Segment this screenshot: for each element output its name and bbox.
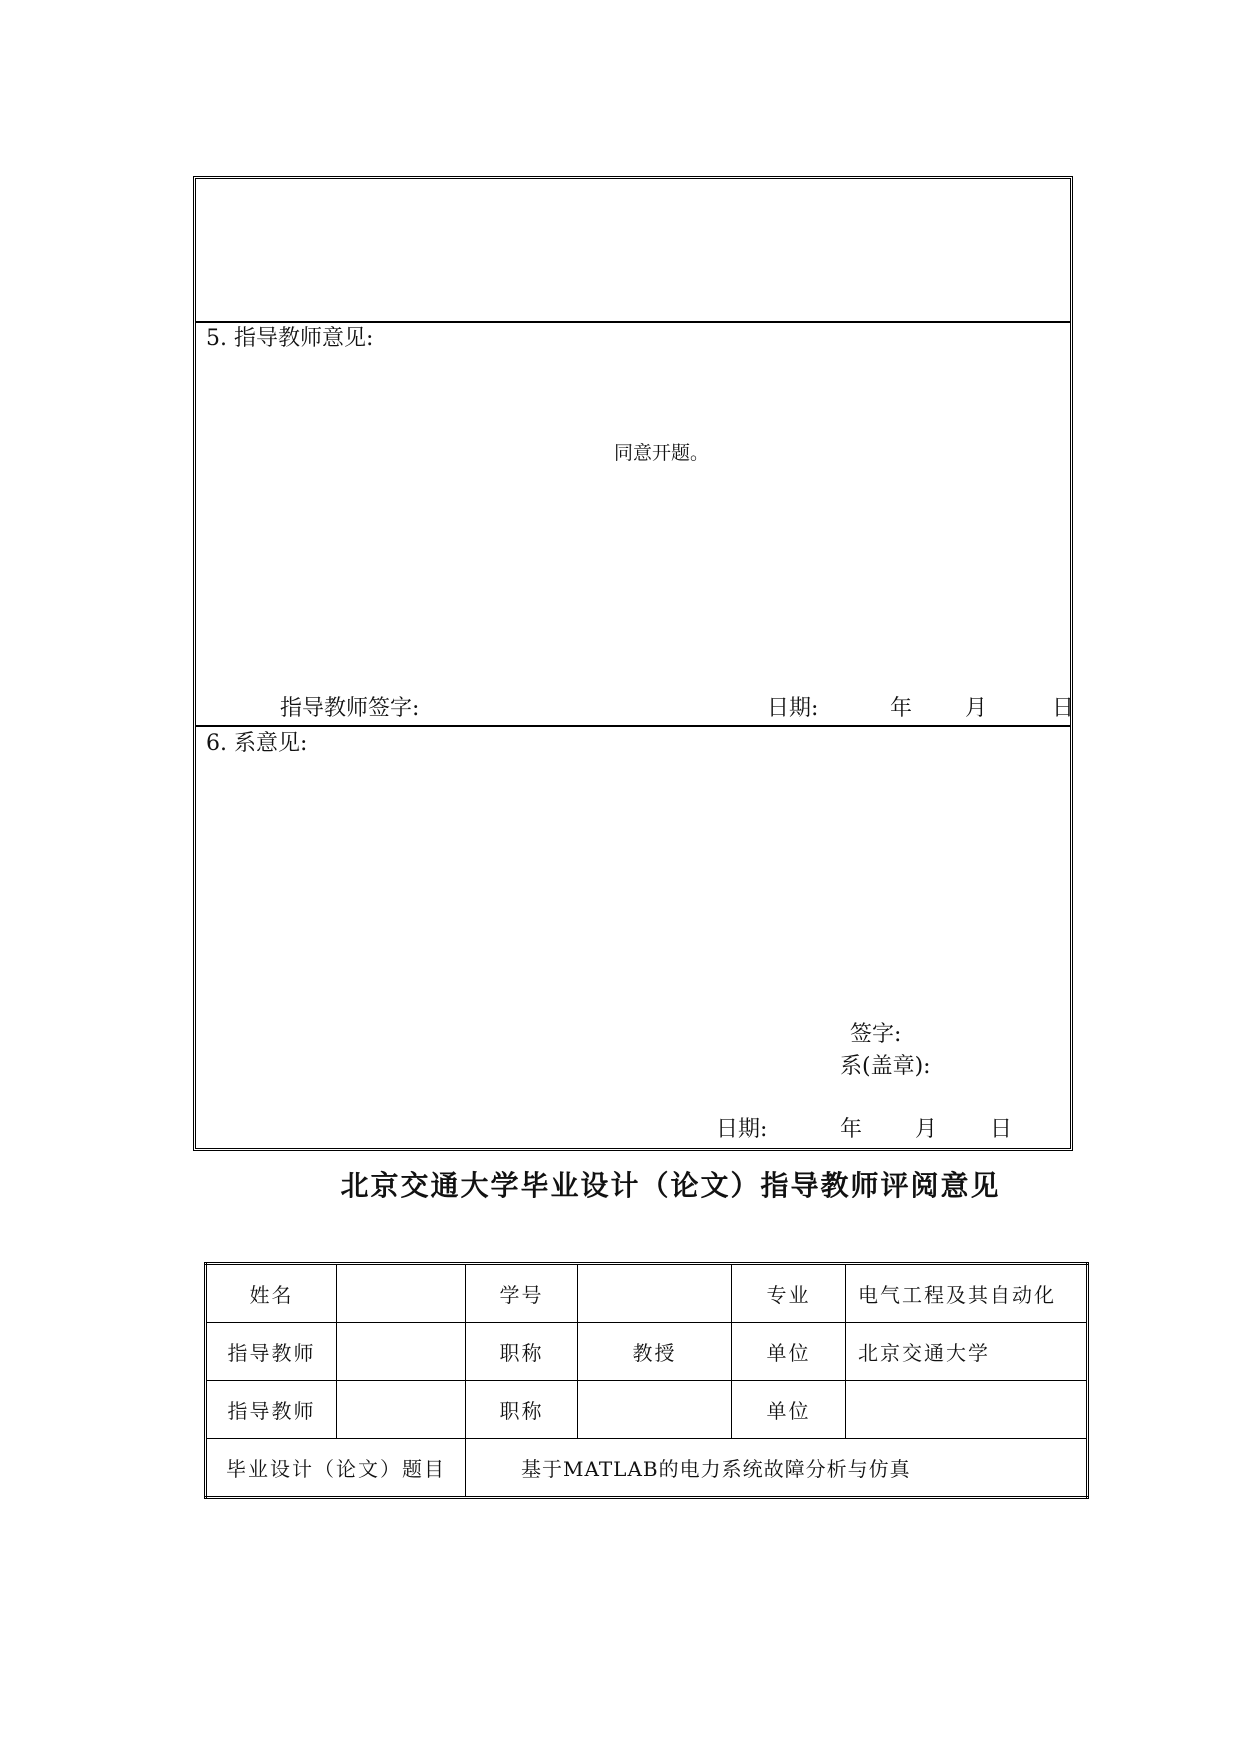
table-row bbox=[206, 1264, 1088, 1323]
year-label: 年 bbox=[890, 696, 913, 721]
page-title: 北京交通大学毕业设计（论文）指导教师评阅意见 bbox=[340, 1169, 1001, 1202]
unit-label: 单位 bbox=[732, 1323, 846, 1381]
unit-label: 单位 bbox=[732, 1381, 846, 1439]
day-label: 日 bbox=[990, 1117, 1013, 1142]
advisor-signature-label: 指导教师签字: bbox=[280, 696, 420, 721]
signature-label: 签字: bbox=[850, 1022, 902, 1047]
section-divider bbox=[196, 725, 1070, 727]
month-label: 月 bbox=[915, 1117, 938, 1142]
major-label: 专业 bbox=[732, 1264, 846, 1323]
section-divider bbox=[196, 321, 1070, 323]
date-label: 日期: bbox=[767, 696, 819, 721]
advisor-value bbox=[337, 1323, 466, 1381]
topic-value: 基于MATLAB的电力系统故障分析与仿真 bbox=[466, 1439, 1088, 1498]
major-value: 电气工程及其自动化 bbox=[846, 1264, 1088, 1323]
advisor-value bbox=[337, 1381, 466, 1439]
advisor-opinion-text: 同意开题。 bbox=[614, 442, 710, 464]
unit-value: 北京交通大学 bbox=[846, 1323, 1088, 1381]
year-label: 年 bbox=[840, 1117, 863, 1142]
title-value: 教授 bbox=[578, 1323, 732, 1381]
name-value bbox=[337, 1264, 466, 1323]
advisor-label: 指导教师 bbox=[206, 1323, 337, 1381]
table-row bbox=[206, 1439, 1088, 1498]
student-info-table bbox=[204, 1262, 1089, 1499]
section5-label: 5. 指导教师意见: bbox=[206, 326, 374, 351]
date-label: 日期: bbox=[716, 1117, 768, 1142]
topic-label: 毕业设计（论文）题目 bbox=[206, 1439, 466, 1498]
student-id-label: 学号 bbox=[466, 1264, 578, 1323]
student-id-value bbox=[578, 1264, 732, 1323]
title-value bbox=[578, 1381, 732, 1439]
name-label: 姓名 bbox=[206, 1264, 337, 1323]
day-label: 日 bbox=[1052, 696, 1075, 721]
unit-value bbox=[846, 1381, 1088, 1439]
title-label: 职称 bbox=[466, 1323, 578, 1381]
month-label: 月 bbox=[965, 696, 988, 721]
title-label: 职称 bbox=[466, 1381, 578, 1439]
dept-stamp-label: 系(盖章): bbox=[840, 1054, 931, 1079]
table-row bbox=[206, 1323, 1088, 1381]
section6-label: 6. 系意见: bbox=[206, 731, 308, 756]
advisor-label: 指导教师 bbox=[206, 1381, 337, 1439]
table-row bbox=[206, 1381, 1088, 1439]
